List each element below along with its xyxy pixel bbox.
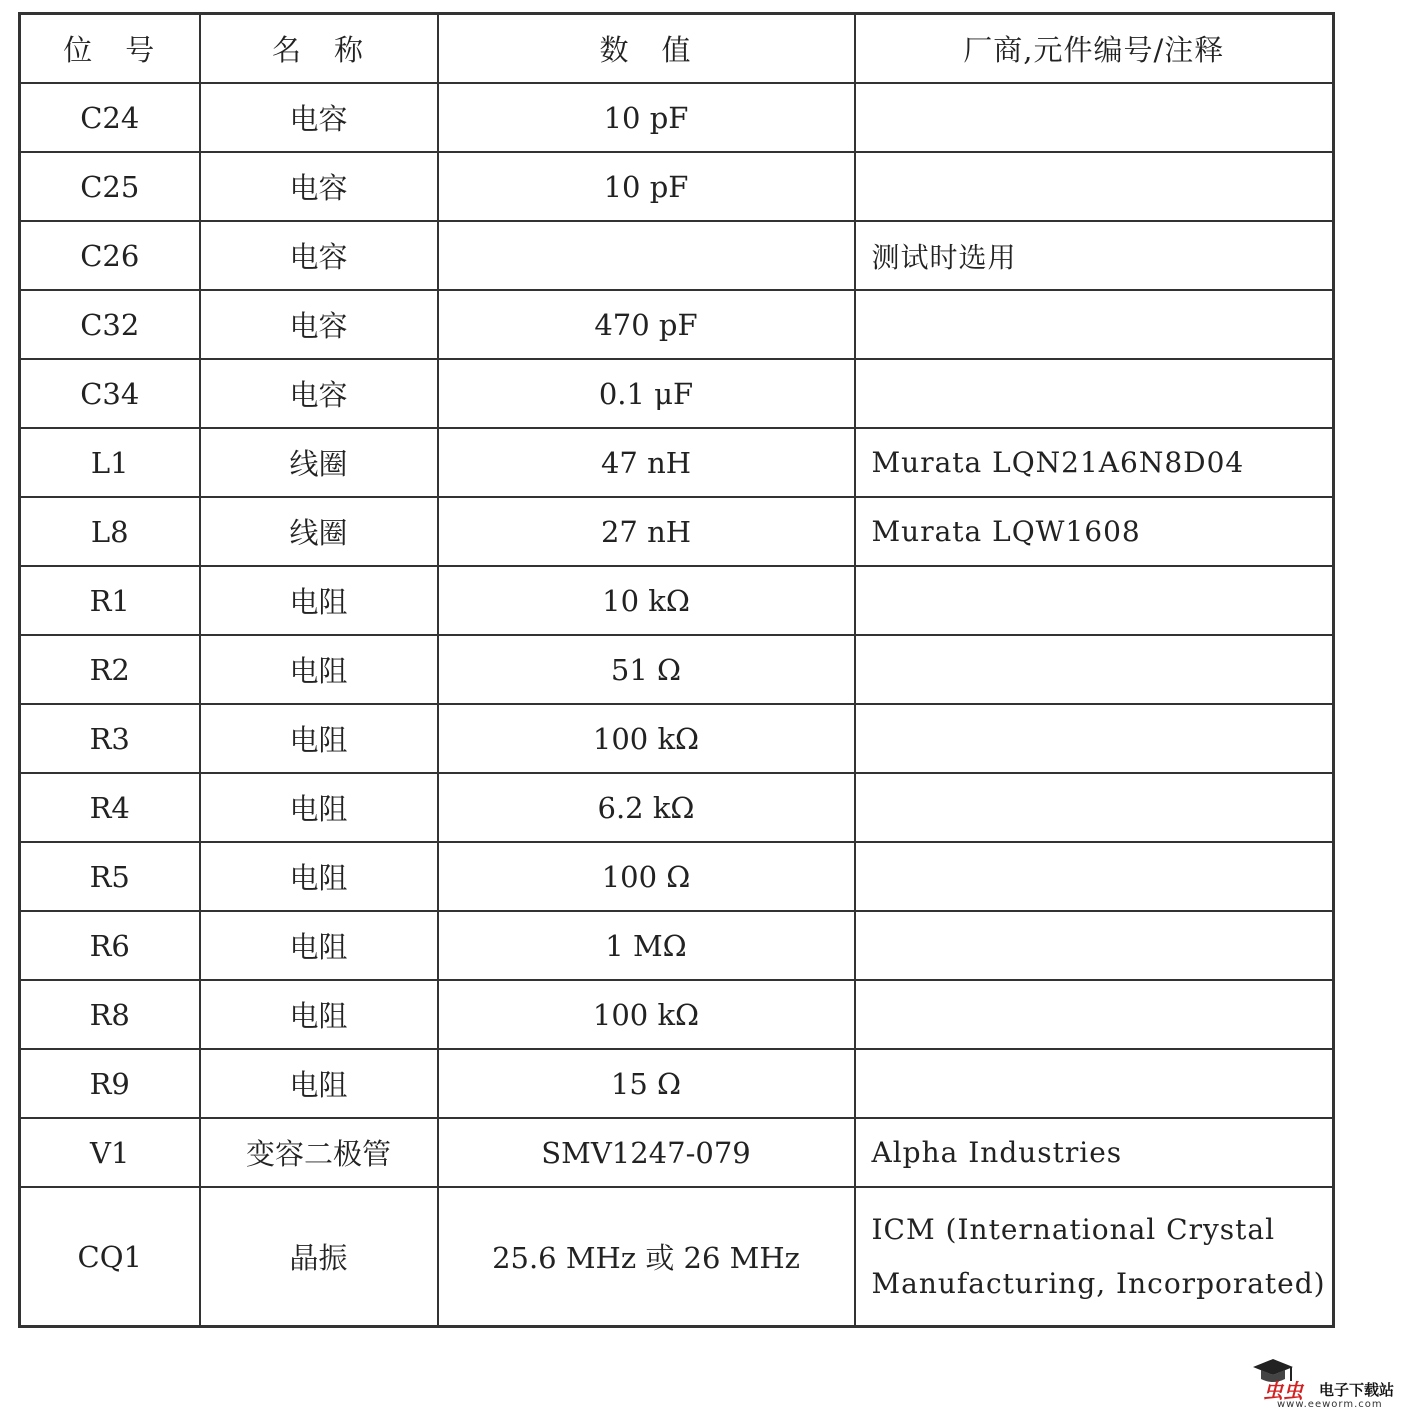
- cell-value: 47 nH: [438, 428, 855, 497]
- cell-note: [855, 980, 1334, 1049]
- cell-ref: C25: [20, 152, 200, 221]
- cell-ref: R1: [20, 566, 200, 635]
- cell-note: [855, 83, 1334, 152]
- cell-name: 变容二极管: [200, 1118, 438, 1187]
- cell-value: 15 Ω: [438, 1049, 855, 1118]
- cell-value: 27 nH: [438, 497, 855, 566]
- cell-name: 电容: [200, 152, 438, 221]
- cell-note: Murata LQN21A6N8D04: [855, 428, 1334, 497]
- cell-value: 100 kΩ: [438, 704, 855, 773]
- cell-name: 电容: [200, 359, 438, 428]
- cell-name: 电阻: [200, 911, 438, 980]
- header-ref: 位 号: [20, 14, 200, 84]
- cell-note: [855, 566, 1334, 635]
- cell-value: [438, 221, 855, 290]
- table-row: [20, 1187, 1334, 1327]
- cell-ref: L8: [20, 497, 200, 566]
- cell-value: 6.2 kΩ: [438, 773, 855, 842]
- cell-value: 51 Ω: [438, 635, 855, 704]
- cell-ref: R3: [20, 704, 200, 773]
- parts-table: [18, 12, 1335, 1328]
- cell-value: 470 pF: [438, 290, 855, 359]
- cell-note: [855, 290, 1334, 359]
- cell-note: [855, 911, 1334, 980]
- table-row: [20, 704, 1334, 773]
- note-line-2: Manufacturing, Incorporated): [871, 1266, 1326, 1300]
- header-note: 厂商,元件编号/注释: [855, 14, 1334, 84]
- cell-value: 10 pF: [438, 152, 855, 221]
- cell-ref: C26: [20, 221, 200, 290]
- cell-note: [855, 635, 1334, 704]
- cell-note: [855, 773, 1334, 842]
- cell-value: 25.6 MHz 或 26 MHz: [438, 1187, 855, 1327]
- header-row: [20, 14, 1334, 84]
- cell-name: 线圈: [200, 497, 438, 566]
- cell-ref: C32: [20, 290, 200, 359]
- table-row: [20, 428, 1334, 497]
- cell-ref: R5: [20, 842, 200, 911]
- cell-name: 电容: [200, 83, 438, 152]
- table-row: [20, 842, 1334, 911]
- cell-value: 100 kΩ: [438, 980, 855, 1049]
- cell-name: 电容: [200, 290, 438, 359]
- cell-name: 电阻: [200, 1049, 438, 1118]
- cell-name: 电阻: [200, 842, 438, 911]
- cell-ref: R6: [20, 911, 200, 980]
- table-row: [20, 1118, 1334, 1187]
- cell-name: 电阻: [200, 980, 438, 1049]
- cell-ref: R8: [20, 980, 200, 1049]
- table-row: [20, 497, 1334, 566]
- table-row: [20, 290, 1334, 359]
- note-line-1: ICM (International Crystal: [871, 1212, 1276, 1246]
- cell-value: 10 kΩ: [438, 566, 855, 635]
- header-value: 数 值: [438, 14, 855, 84]
- cell-note: Alpha Industries: [855, 1118, 1334, 1187]
- table-row: [20, 635, 1334, 704]
- cell-note: [855, 842, 1334, 911]
- cell-ref: C24: [20, 83, 200, 152]
- table-row: [20, 980, 1334, 1049]
- cell-name: 晶振: [200, 1187, 438, 1327]
- cell-ref: V1: [20, 1118, 200, 1187]
- cell-ref: R4: [20, 773, 200, 842]
- cell-note: [855, 359, 1334, 428]
- table-row: [20, 83, 1334, 152]
- table-row: [20, 773, 1334, 842]
- cell-ref: C34: [20, 359, 200, 428]
- cell-value: 0.1 μF: [438, 359, 855, 428]
- cell-note: [855, 1187, 1334, 1327]
- table-row: [20, 359, 1334, 428]
- cell-name: 电阻: [200, 704, 438, 773]
- cell-note: [855, 1049, 1334, 1118]
- header-name: 名 称: [200, 14, 438, 84]
- cell-note: [855, 704, 1334, 773]
- cell-name: 线圈: [200, 428, 438, 497]
- cell-value: 100 Ω: [438, 842, 855, 911]
- cell-ref: CQ1: [20, 1187, 200, 1327]
- cell-value: 10 pF: [438, 83, 855, 152]
- cell-note: [855, 152, 1334, 221]
- table-row: [20, 566, 1334, 635]
- cell-ref: L1: [20, 428, 200, 497]
- cell-name: 电容: [200, 221, 438, 290]
- table-row: [20, 221, 1334, 290]
- watermark-url: www.eeworm.com: [1277, 1399, 1383, 1410]
- cell-ref: R2: [20, 635, 200, 704]
- cell-note: 测试时选用: [855, 221, 1334, 290]
- table-row: [20, 911, 1334, 980]
- cell-value: SMV1247-079: [438, 1118, 855, 1187]
- cell-name: 电阻: [200, 566, 438, 635]
- cell-note: Murata LQW1608: [855, 497, 1334, 566]
- site-watermark: [1251, 1355, 1411, 1415]
- cell-ref: R9: [20, 1049, 200, 1118]
- cell-name: 电阻: [200, 773, 438, 842]
- watermark-brand: 虫虫: [1263, 1379, 1303, 1403]
- cell-value: 1 MΩ: [438, 911, 855, 980]
- table-row: [20, 152, 1334, 221]
- watermark-title: 电子下载站: [1319, 1381, 1395, 1399]
- cell-name: 电阻: [200, 635, 438, 704]
- table-row: [20, 1049, 1334, 1118]
